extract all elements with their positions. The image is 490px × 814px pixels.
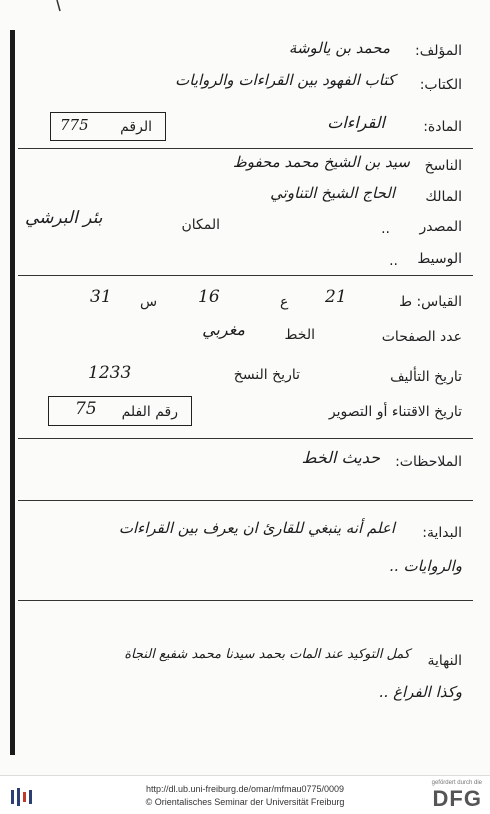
rule-5 <box>18 600 473 601</box>
footer <box>0 775 490 814</box>
place-value: بئر البرشي <box>25 208 103 228</box>
copyist-label: الناسخ <box>424 158 462 174</box>
number-label: الرقم <box>120 119 152 135</box>
ending-label: النهاية <box>427 653 462 669</box>
measures-a-label: ع <box>280 294 289 310</box>
dfg-logo: DFG <box>432 786 482 811</box>
number-value: 775 <box>60 116 89 134</box>
book-label: الكتاب: <box>419 77 462 93</box>
composed-label: تاريخ التأليف <box>390 369 462 385</box>
script-label: الخط <box>284 327 315 343</box>
pages-label: عدد الصفحات <box>381 329 462 345</box>
beginning-label: البداية: <box>422 525 462 541</box>
subject-value: القراءات <box>327 113 385 132</box>
film-value: 75 <box>75 399 97 419</box>
copied-value: 1233 <box>88 363 132 383</box>
rule-3 <box>18 438 473 439</box>
measures-s: 31 <box>90 287 112 307</box>
subject-label: المادة: <box>423 119 462 135</box>
measures-t: 21 <box>325 287 347 307</box>
footer-copyright: © Orientalisches Seminar der Universität Freiburg <box>145 797 345 807</box>
ending-line2: وكذا الفراغ .. <box>378 683 462 701</box>
measures-label: القياس: ط <box>399 294 462 310</box>
rule-4 <box>18 500 473 501</box>
book-value: كتاب الفهود بين القراءات والروايات <box>175 71 395 89</box>
measures-a: 16 <box>198 287 220 307</box>
author-label: المؤلف: <box>415 43 462 59</box>
script-value: مغربي <box>202 320 245 339</box>
intermediary-value: .. <box>389 253 398 269</box>
binding-edge <box>10 30 15 755</box>
dfg-caption: gefördert durch die <box>431 780 482 786</box>
acquired-label: تاريخ الاقتناء أو التصوير <box>328 404 462 420</box>
author-value: محمد بن يالوشة <box>288 39 390 57</box>
corner-mark <box>55 0 63 12</box>
rule-2 <box>18 275 473 276</box>
copyist-value: سيد بن الشيخ محمد محفوظ <box>232 153 410 171</box>
footer-url[interactable]: http://dl.ub.uni-freiburg.de/omar/mfmau0775/0009 <box>145 784 345 794</box>
film-label: رقم الفلم <box>121 404 178 420</box>
copied-label: تاريخ النسخ <box>233 367 300 383</box>
source-label: المصدر <box>419 219 462 235</box>
owner-value: الحاج الشيخ التناوتي <box>270 184 395 202</box>
notes-label: الملاحظات: <box>395 454 462 470</box>
intermediary-label: الوسيط <box>417 251 462 267</box>
beginning-line2: والروايات .. <box>389 557 462 575</box>
beginning-line1: اعلم أنه ينبغي للقارئ ان يعرف بين القراءات <box>118 519 395 537</box>
source-value: .. <box>381 221 390 237</box>
notes-value: حديث الخط <box>301 448 380 467</box>
rule-1 <box>18 148 473 149</box>
measures-s-label: س <box>140 294 158 310</box>
place-label: المكان <box>181 217 220 233</box>
ending-line1: كمل التوكيد عند المات بحمد سيدنا محمد شفيع النجاة <box>124 647 410 662</box>
owner-label: المالك <box>425 189 462 205</box>
